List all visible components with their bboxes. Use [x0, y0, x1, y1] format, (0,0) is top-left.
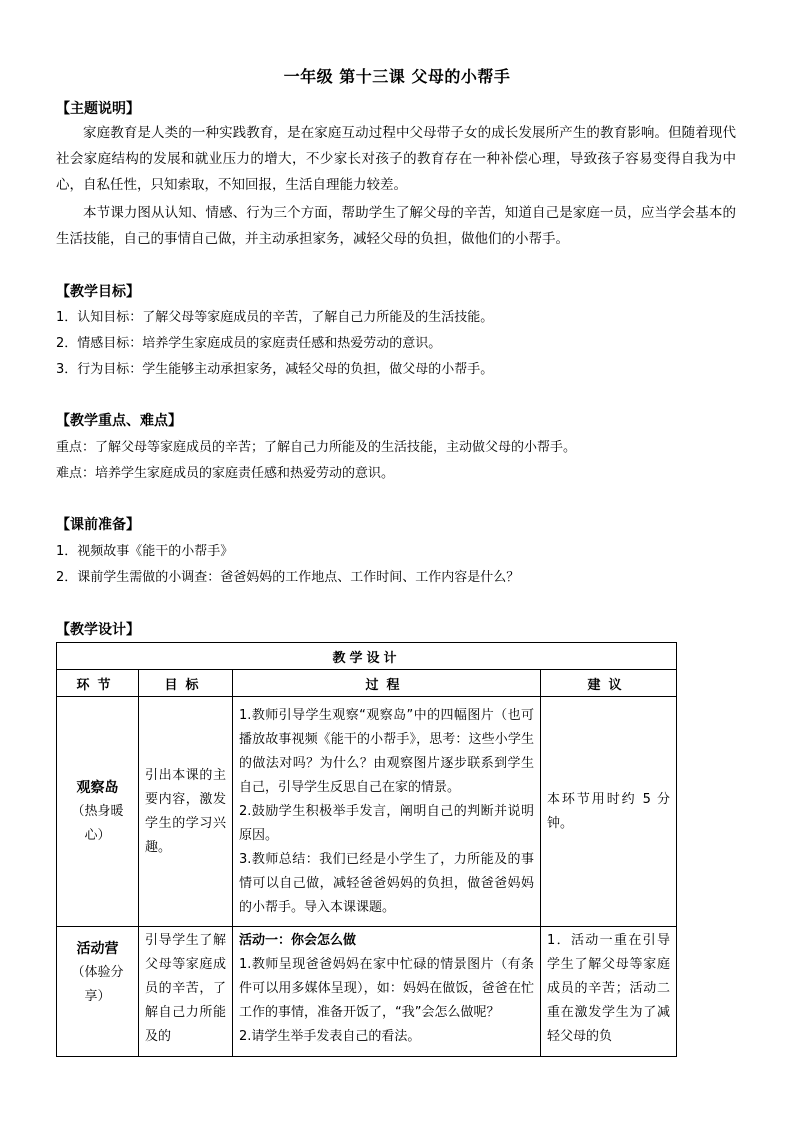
- phase-name: 观察岛: [76, 779, 119, 796]
- process-step: 2.鼓励学生积极举手发言，阐明自己的判断并说明原因。: [239, 803, 534, 843]
- process-step: 2.请学生举手发表自己的看法。: [239, 1029, 421, 1044]
- suggestion-cell: 本环节用时约 5 分钟。: [541, 697, 677, 927]
- column-header: 建议: [541, 670, 677, 697]
- theme-heading: 【主题说明】: [56, 101, 140, 117]
- goal-item: 1．认知目标：了解父母等家庭成员的辛苦，了解自己力所能及的生活技能。: [56, 310, 494, 325]
- prep-item: 2．课前学生需做的小调查：爸爸妈妈的工作地点、工作时间、工作内容是什么？: [56, 570, 520, 585]
- prep-item: 1．视频故事《能干的小帮手》: [56, 544, 234, 559]
- activity-title: 活动一：你会怎么做: [239, 933, 357, 948]
- column-header: 过程: [233, 670, 541, 697]
- column-header: 环节: [57, 670, 139, 697]
- prep-heading: 【课前准备】: [56, 517, 140, 533]
- keypoint-item: 难点：培养学生家庭成员的家庭责任感和热爱劳动的意识。: [56, 466, 395, 481]
- phase-name: 活动营: [76, 941, 119, 957]
- phase-subtitle: （热身暖心）: [71, 803, 124, 843]
- table-header-row: [57, 670, 677, 697]
- table-caption: 教学设计: [57, 643, 677, 670]
- keypoint-item: 重点：了解父母等家庭成员的辛苦；了解自己力所能及的生活技能，主动做父母的小帮手。: [56, 440, 577, 455]
- process-cell: [233, 927, 541, 1057]
- goal-cell: 引导学生了解父母等家庭成员的辛苦，了解自己力所能及的: [139, 927, 233, 1057]
- column-header: 目标: [139, 670, 233, 697]
- keypoints-heading: 【教学重点、难点】: [56, 413, 182, 429]
- process-step: 1.教师呈现爸爸妈妈在家中忙碌的情景图片（有条件可以用多媒体呈现），如：妈妈在做饭，爸爸在忙工作的事情，准备开饭了，“我”会怎么做呢？: [239, 957, 534, 1020]
- design-table: [56, 642, 677, 1057]
- process-step: 3.教师总结：我们已经是小学生了，力所能及的事情可以自己做，减轻爸爸妈妈的负担，做爸爸妈妈的小帮手。导入本课课题。: [239, 851, 534, 915]
- goal-item: 2．情感目标：培养学生家庭成员的家庭责任感和热爱劳动的意识。: [56, 336, 442, 351]
- goals-heading: 【教学目标】: [56, 284, 140, 300]
- theme-paragraph: 本节课力图从认知、情感、行为三个方面，帮助学生了解父母的辛苦，知道自己是家庭一员，应当学会基本的生活技能，自己的事情自己做，并主动承担家务，减轻父母的负担，做他们的小帮手。: [56, 205, 736, 247]
- table-row: [57, 927, 677, 1057]
- design-heading: 【教学设计】: [56, 622, 140, 638]
- suggestion-cell: 1．活动一重在引导学生了解父母等家庭成员的辛苦；活动二重在激发学生为了减轻父母的负: [541, 927, 677, 1057]
- theme-paragraph: 家庭教育是人类的一种实践教育，是在家庭互动过程中父母带子女的成长发展所产生的教育影响。但随着现代社会家庭结构的发展和就业压力的增大，不少家长对孩子的教育存在一种补偿心理，导致孩子容易变得自我为中心，自私任性，只知索取，不知回报，生活自理能力较差。: [56, 125, 736, 193]
- phase-cell: [57, 927, 139, 1057]
- process-cell: [233, 697, 541, 927]
- process-step: 1.教师引导学生观察“观察岛”中的四幅图片（也可播放故事视频《能干的小帮手》，思考：这些小学生的做法对吗？为什么？由观察图片逐步联系到学生自己，引导学生反思自己在家的情景。: [239, 707, 534, 795]
- lesson-title: 一年级 第十三课 父母的小帮手: [283, 67, 511, 86]
- goal-cell: 引出本课的主要内容，激发学生的学习兴趣。: [139, 697, 233, 927]
- phase-cell: [57, 697, 139, 927]
- goal-item: 3．行为目标：学生能够主动承担家务，减轻父母的负担，做父母的小帮手。: [56, 362, 494, 377]
- table-row: [57, 697, 677, 927]
- phase-subtitle: （体验分享）: [71, 965, 124, 1004]
